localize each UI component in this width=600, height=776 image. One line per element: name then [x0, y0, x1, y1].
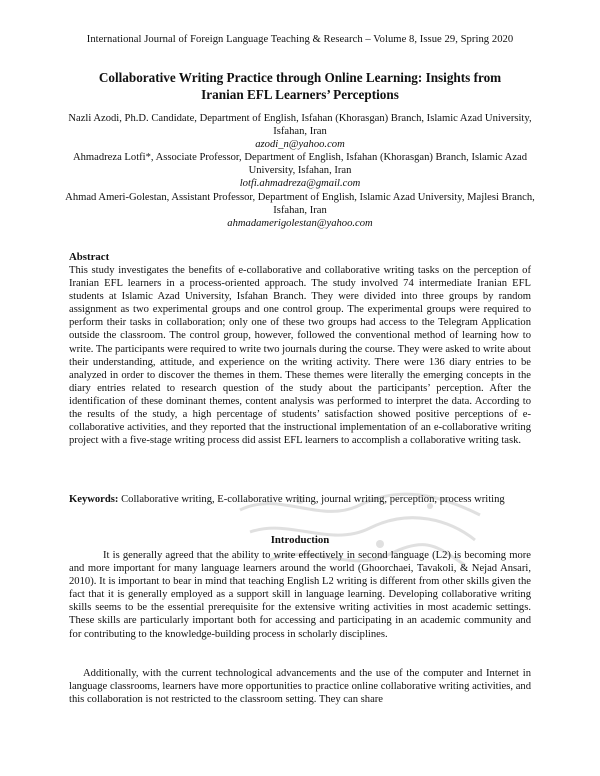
abstract-heading: Abstract: [69, 251, 110, 263]
title-line-1: Collaborative Writing Practice through Online Learning: Insights from: [98, 70, 502, 85]
author-block: [64, 112, 536, 230]
author-1-email[interactable]: azodi_n@yahoo.com: [255, 139, 345, 151]
running-head: International Journal of Foreign Language Teaching & Research – Volume 8, Issue 29, Spring 2020: [86, 34, 514, 45]
keywords: [69, 493, 531, 506]
introduction-heading: Introduction: [270, 534, 330, 546]
abstract-text: This study investigates the benefits of e-collaborative and collaborative writing tasks on the perception of Iranian EFL learners in a process-oriented approach. The study involved 74 intermediate Iranian EFL students at Islamic Azad University, Isfahan Branch. They were divided into three groups by random assignment as two experimental groups and one control group. The experimental groups were required to perform their tasks in collaboration; only one of these two groups had access to the Telegram Application outside the classroom. The control group, however, followed the conventional method of learning how to write. The participants were required to write two journals during the course. They were asked to write about their understanding, attitude, and experience on the writing activity. There were 136 diary entries to be analyzed in order to discover the themes in them. These themes were literally the emerging concepts in the diary entries related to research question of the study about the participants’ perception. After the identification of these dominant themes, content analysis was performed to interpret the data. According to the results of the study, a high percentage of students’ satisfaction showed positive perceptions of e-collaborative activities, and they reported that the instructional implementation of an e-collaborative writing project with a five-stage writing process did assist EFL learners to accomplish a collaborative writing task.: [69, 265, 531, 447]
author-2-email[interactable]: lotfi.ahmadreza@gmail.com: [239, 178, 361, 190]
author-1-affiliation: Nazli Azodi, Ph.D. Candidate, Department of English, Isfahan (Khorasgan) Branch, Islamic Azad University, Isfahan, Iran: [68, 113, 532, 138]
intro-paragraph-1: It is generally agreed that the ability to write effectively in second language (L2) is becoming more and more important for many language learners around the world (Ghoorchaei, Tavakoli, & Nejad Ansari, 2010). It is important to bear in mind that teaching English L2 writing is different from other skills given the fact that it is generally employed as a support skill in language learning. Developing collaborative writing skills seems to be the essential prerequisite for the extensive writing activities in most academic settings. These skills are particularly important both for accessing and participating in an academic community and for contributing to the knowledge-building process in scholarly disciplines.: [69, 550, 531, 640]
title-line-2: Iranian EFL Learners’ Perceptions: [201, 87, 399, 102]
keywords-label: Keywords:: [69, 494, 119, 505]
intro-paragraph-2: Additionally, with the current technological advancements and the use of the computer and Internet in language classrooms, learners have more opportunities to practice online collaborative writing activities, and this collaboration is not restricted to the classroom setting. They can share: [69, 668, 531, 706]
author-2-affiliation: Ahmadreza Lotfi*, Associate Professor, Department of English, Isfahan (Khorasgan) Branch, Islamic Azad University, Isfahan, Iran: [72, 152, 528, 177]
keywords-text: Collaborative writing, E-collaborative writing, journal writing, perception, process writing: [121, 494, 505, 505]
author-3-affiliation: Ahmad Ameri-Golestan, Assistant Professor, Department of English, Islamic Azad University, Majlesi Branch, Isfahan, Iran: [65, 191, 535, 216]
paper-title: [60, 69, 540, 103]
author-3-email[interactable]: ahmadamerigolestan@yahoo.com: [227, 217, 373, 229]
